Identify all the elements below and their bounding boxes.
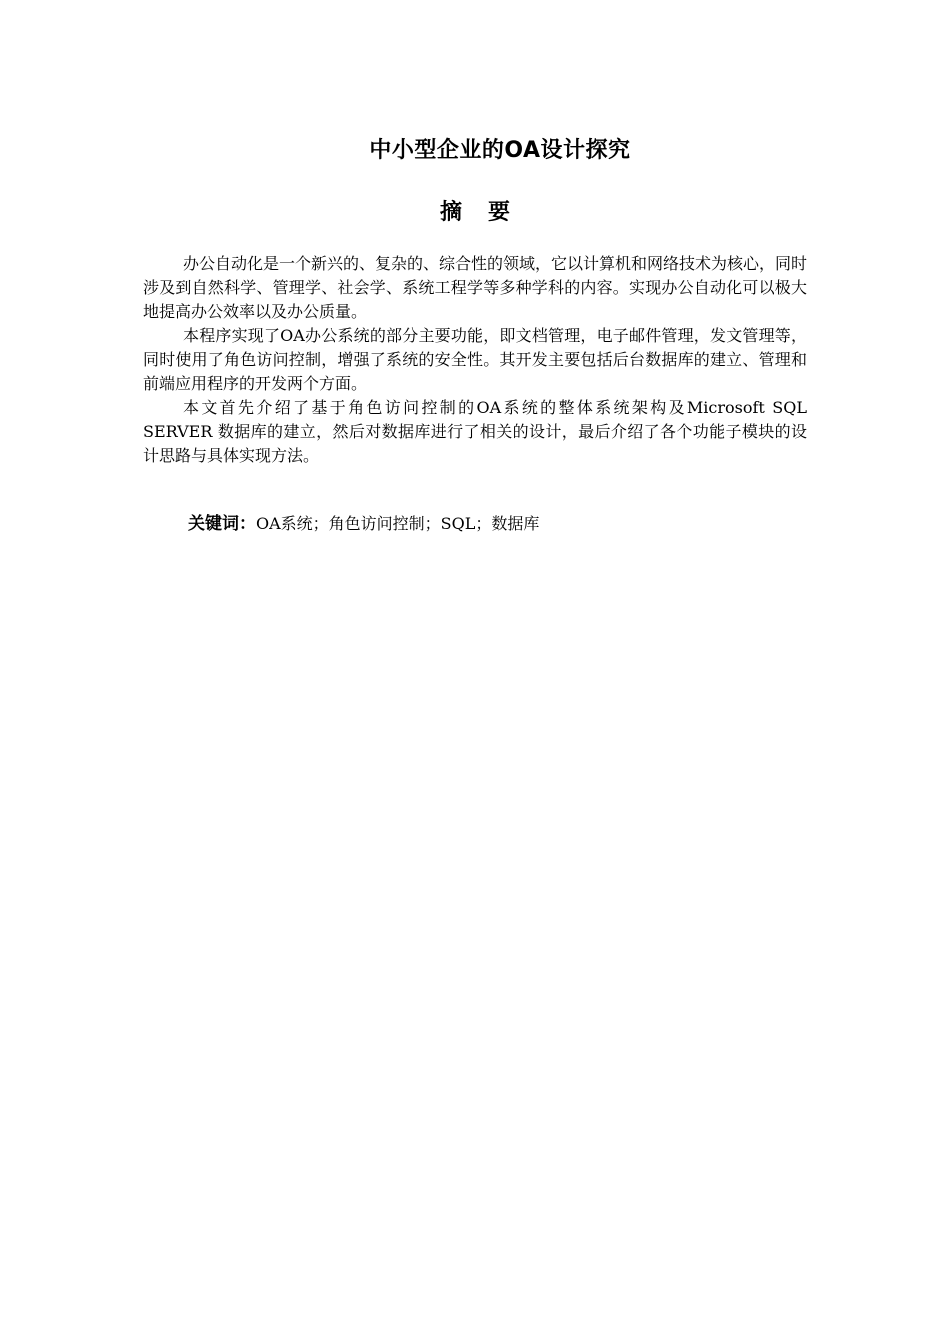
abstract-paragraph-1: 办公自动化是一个新兴的、复杂的、综合性的领域，它以计算机和网络技术为核心，同时涉及到自然科学、管理学、社会学、系统工程学等多种学科的内容。实现办公自动化可以极大地提高办公效率以及办公质量。 — [143, 254, 808, 321]
keywords-text: OA系统；角色访问控制；SQL；数据库 — [256, 514, 540, 533]
abstract-body — [143, 252, 807, 468]
abstract-paragraph-3: 本文首先介绍了基于角色访问控制的OA系统的整体系统架构及Microsoft SQL SERVER 数据库的建立，然后对数据库进行了相关的设计，最后介绍了各个功能子模块的设计思路与具体实现方法。 — [143, 398, 807, 465]
keywords-line — [188, 512, 539, 536]
document-title: 中小型企业的OA设计探究 — [369, 138, 631, 163]
abstract-heading: 摘要 — [439, 200, 536, 225]
abstract-paragraph-2: 本程序实现了OA办公系统的部分主要功能，即文档管理，电子邮件管理，发文管理等，同时使用了角色访问控制，增强了系统的安全性。其开发主要包括后台数据库的建立、管理和前端应用程序的开发两个方面。 — [143, 326, 807, 393]
keywords-label: 关键词： — [188, 514, 256, 534]
